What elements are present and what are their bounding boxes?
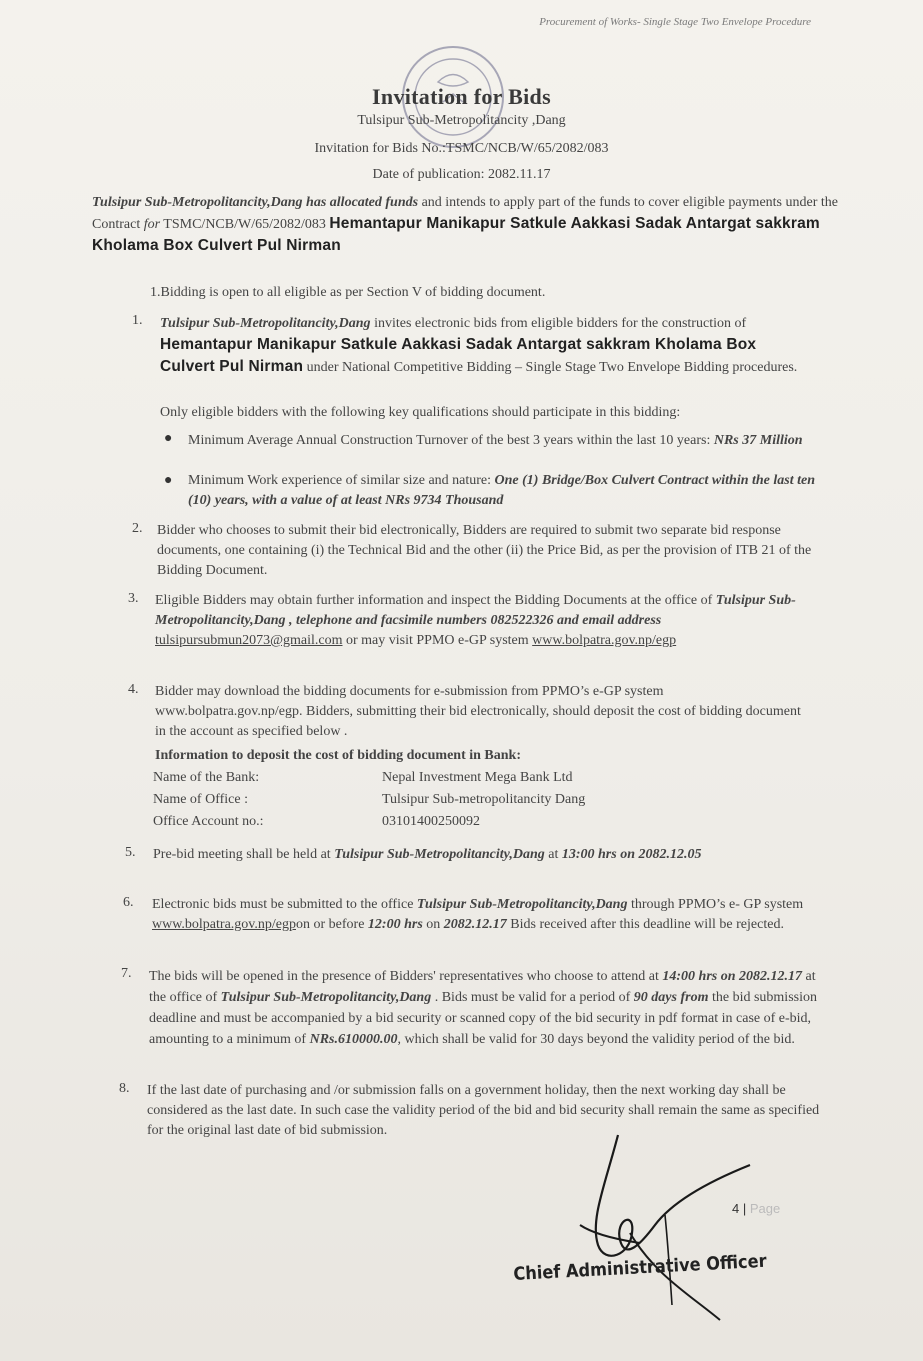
item-1-text-a: invites electronic bids from eligible bidders for the construction of	[370, 316, 747, 331]
bullet-2-text: Minimum Work experience of similar size and nature:	[188, 473, 495, 488]
item-3-text-b: or may visit PPMO e-GP system	[342, 633, 533, 648]
item-6-deadline: 12:00 hrs	[367, 917, 423, 932]
item-6-text-d: on	[422, 917, 444, 932]
bullet-1-text: Minimum Average Annual Construction Turnover of the best 3 years within the last 10 years:	[188, 433, 714, 448]
intro-project-name: Hemantapur Manikapur Satkule Aakkasi Sadak Antargat sakkram Kholama Box Culvert Pul Nirman	[92, 215, 820, 254]
item-7-number: 7.	[121, 966, 132, 981]
item-3-number: 3.	[128, 591, 139, 606]
item-7-text-c: . Bids must be valid for a period of	[431, 990, 634, 1005]
qualifications-intro: Only eligible bidders with the following key qualifications should participate in this bidding:	[160, 405, 681, 420]
item-3-url-link[interactable]: www.bolpatra.gov.np/egp	[532, 633, 677, 648]
item-7-text	[149, 966, 821, 1050]
bank-value-3: 03101400250092	[382, 814, 480, 829]
item-5-text-b: at	[544, 847, 562, 862]
intro-funds: Tulsipur Sub-Metropolitancity,Dang has allocated funds	[92, 195, 419, 210]
item-7-when: 14:00 hrs on 2082.12.17	[662, 969, 803, 984]
page-number-value: 4	[732, 1201, 740, 1216]
item-1-number: 1.	[132, 313, 143, 328]
item-7-validity: 90 days from	[633, 990, 709, 1005]
bullet-2-marker: ●	[164, 473, 173, 488]
item-7-text-a: The bids will be opened in the presence of Bidders' representatives who choose to attend at	[149, 969, 663, 984]
item-1-text-b: under National Competitive Bidding – Single Stage Two Envelope Bidding procedures.	[303, 360, 798, 375]
item-7-amount: NRs.610000.00	[309, 1032, 398, 1047]
signature-title: Chief Administrative Officer	[512, 1250, 768, 1285]
bullet-1-marker: ●	[164, 431, 173, 446]
bank-value-2: Tulsipur Sub-metropolitancity Dang	[382, 792, 586, 807]
bullet-2	[188, 471, 816, 511]
bank-label-3: Office Account no.:	[153, 814, 264, 829]
intro-contract-no: TSMC/NCB/W/65/2082/083	[160, 217, 330, 232]
item-5-text	[153, 845, 818, 865]
header-note: Procurement of Works- Single Stage Two Envelope Procedure	[539, 16, 811, 28]
item-6-text-e: Bids received after this deadline will be rejected.	[506, 917, 784, 932]
page-title: Invitation for Bids	[372, 84, 551, 109]
item-7-text-d: the bid submission deadline and must be accompanied by a bid security or scanned copy of the bid security in pdf format in case of e-bid, amounting to a minimum of	[149, 990, 817, 1047]
item-6-number: 6.	[123, 895, 134, 910]
issuer-line: Tulsipur Sub-Metropolitancity ,Dang	[357, 113, 566, 128]
item-6-date: 2082.12.17	[443, 917, 507, 932]
eligibility-line: 1.Bidding is open to all eligible as per Section V of bidding document.	[150, 285, 546, 300]
item-1-text	[160, 313, 815, 378]
item-8-text: If the last date of purchasing and /or submission falls on a government holiday, then the next working day shall be considered as the last date. In such case the validity period of the bid and bid security shall remain the same as specified for the original last date of bid submission.	[147, 1083, 820, 1138]
item-6-url-link[interactable]: www.bolpatra.gov.np/egp	[152, 917, 296, 932]
item-8-number: 8.	[119, 1081, 130, 1096]
item-1-project: Hemantapur Manikapur Satkule Aakkasi Sadak Antargat sakkram Kholama Box Culvert Pul Nirman	[160, 336, 757, 375]
item-3-text-a: Eligible Bidders may obtain further information and inspect the Bidding Documents at the office of	[155, 593, 716, 608]
item-7-text-b: at the office of	[149, 969, 816, 1005]
item-6-text	[152, 895, 820, 935]
item-1-issuer: Tulsipur Sub-Metropolitancity,Dang	[160, 316, 371, 331]
page-number: 4 | Page	[732, 1201, 781, 1216]
item-6-text-b: through PPMO’s e- GP system	[627, 897, 804, 912]
item-6-text-c: on or before	[296, 917, 368, 932]
item-5-place: Tulsipur Sub-Metropolitancity,Dang	[334, 847, 545, 862]
ifb-number: Invitation for Bids No.:TSMC/NCB/W/65/2082/083	[314, 141, 609, 156]
item-5-number: 5.	[125, 845, 136, 860]
item-5-text-a: Pre-bid meeting shall be held at	[153, 847, 335, 862]
item-2-text: Bidder who chooses to submit their bid electronically, Bidders are required to submit two separate bid response documents, one containing (i) the Technical Bid and the other (ii) the Price Bid, as per the provision of ITB 21 of the Bidding Document.	[157, 523, 812, 578]
bank-label-1: Name of the Bank:	[153, 770, 260, 785]
item-6-office: Tulsipur Sub-Metropolitancity,Dang	[416, 897, 628, 912]
item-3-office: Tulsipur Sub-Metropolitancity,Dang , telephone and facsimile numbers 082522326 and email address	[155, 593, 796, 628]
bullet-1	[188, 431, 813, 451]
intro-paragraph	[92, 192, 877, 257]
bullet-2-value: One (1) Bridge/Box Culvert Contract within the last ten (10) years, with a value of at least NRs 9734 Thousand	[188, 473, 816, 508]
signature	[560, 1125, 760, 1325]
item-7-text-e: , which shall be valid for 30 days beyond the validity period of the bid.	[397, 1032, 795, 1047]
publication-date: Date of publication: 2082.11.17	[372, 167, 551, 182]
item-4-text: Bidder may download the bidding documents for e-submission from PPMO’s e-GP system www.bolpatra.gov.np/egp. Bidders, submitting their bid electronically, should deposit the cost of bidding document in the account as specified below .	[155, 684, 801, 739]
intro-text: and intends to apply part of the funds to cover eligible payments under the Contract	[92, 195, 838, 232]
bank-label-2: Name of Office :	[153, 792, 248, 807]
item-4-number: 4.	[128, 682, 139, 697]
item-5-when: 13:00 hrs on 2082.12.05	[561, 847, 702, 862]
page-label: Page	[749, 1201, 781, 1216]
bank-value-1: Nepal Investment Mega Bank Ltd	[382, 770, 573, 785]
item-6-text-a: Electronic bids must be submitted to the office	[152, 897, 417, 912]
item-3-text	[155, 591, 815, 651]
item-2-number: 2.	[132, 521, 143, 536]
intro-for: for	[143, 217, 161, 232]
bullet-1-value: NRs 37 Million	[713, 433, 803, 448]
item-3-email-link[interactable]: tulsipursubmun2073@gmail.com	[155, 633, 343, 648]
item-7-office: Tulsipur Sub-Metropolitancity,Dang	[220, 990, 432, 1005]
bank-heading: Information to deposit the cost of bidding document in Bank:	[155, 748, 521, 763]
